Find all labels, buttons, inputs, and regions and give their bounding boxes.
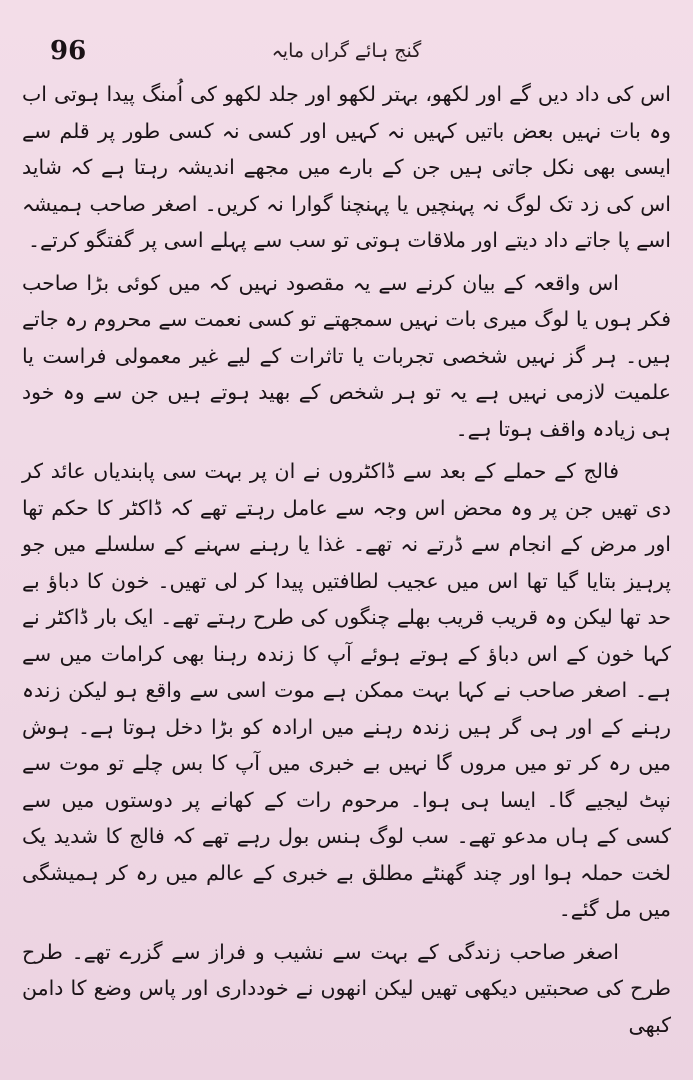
page-header xyxy=(40,36,653,70)
paragraph-3: فالج کے حملے کے بعد سے ڈاکٹروں نے ان پر بہت سی پابندیاں عائد کر دی تھیں جن پر وہ محض اس وجہ سے عامل رہتے تھے کہ ڈاکٹر کا حکم تھا اور مرض کے انجام سے ڈرتے نہ تھے۔ غذا یا رہنے سہنے کے سلسلے میں جو پرہیز بتایا گیا تھا اس میں عجیب لطافتیں پیدا کر لی تھیں۔ خون کا دباؤ بے حد تھا لیکن وہ قریب قریب بھلے چنگوں کی طرح رہتے تھے۔ ایک بار ڈاکٹر نے کہا خون کے اس دباؤ کے ہوتے ہوئے آپ کا زندہ رہنا بھی کرامات میں سے ہے۔ اصغر صاحب نے کہا بہت ممکن ہے موت اسی سے واقع ہو لیکن زندہ رہنے کے اور ہی گر ہیں زندہ رہنے میں ارادہ کو بڑا دخل ہوتا ہے۔ ہوش میں رہ کر تو میں مروں گا نہیں بے خبری میں آپ کا بس چلے تو موت سے نپٹ لیجیے گا۔ ایسا ہی ہوا۔ مرحوم رات کے کھانے پر دوستوں میں سے کسی کے ہاں مدعو تھے۔ سب لوگ ہنس بول رہے تھے کہ فالج کا شدید یک لخت حملہ ہوا اور چند گھنٹے مطلق بے خبری کے عالم میں رہ کر ہمیشگی میں مل گئے۔ xyxy=(22,459,671,921)
page-number: 96 xyxy=(50,36,87,66)
paragraph-4: اصغر صاحب زندگی کے بہت سے نشیب و فراز سے گزرے تھے۔ طرح طرح کی صحبتیں دیکھی تھیں لیکن انھوں نے خودداری اور پاس وضع کا دامن کبھی xyxy=(22,939,671,1037)
paragraph-1: اس کی داد دیں گے اور لکھو، بہتر لکھو اور جلد لکھو کی اُمنگ پیدا ہوتی اب وہ بات نہیں بعض باتیں کہیں نہ کہیں اور کسی نہ کسی طور پر قلم سے ایسی بھی نکل جاتی ہیں جن کے بارے میں مجھے اندیشہ رہتا ہے کہ شاید اس کی زد تک لوگ نہ پہنچیں یا پہنچنا گوارا نہ کریں۔ اصغر صاحب ہمیشہ اسے پا جاتے داد دیتے اور ملاقات ہوتی تو سب سے پہلے اسی پر گفتگو کرتے۔ xyxy=(22,82,671,252)
page-body xyxy=(22,76,671,1040)
paragraph-2: اس واقعہ کے بیان کرنے سے یہ مقصود نہیں کہ میں کوئی بڑا صاحب فکر ہوں یا لوگ میری بات نہیں سمجھتے تو کسی نعمت سے محروم رہ جاتے ہیں۔ ہر گز نہیں شخصی تجربات یا تاثرات کے لیے غیر معمولی فراست یا علمیت لازمی نہیں ہے یہ تو ہر شخص کے بھید ہوتے ہیں جن سے وہ خود ہی زیادہ واقف ہوتا ہے۔ xyxy=(22,270,671,441)
running-title: گنج ہائے گراں مایہ xyxy=(271,40,422,62)
